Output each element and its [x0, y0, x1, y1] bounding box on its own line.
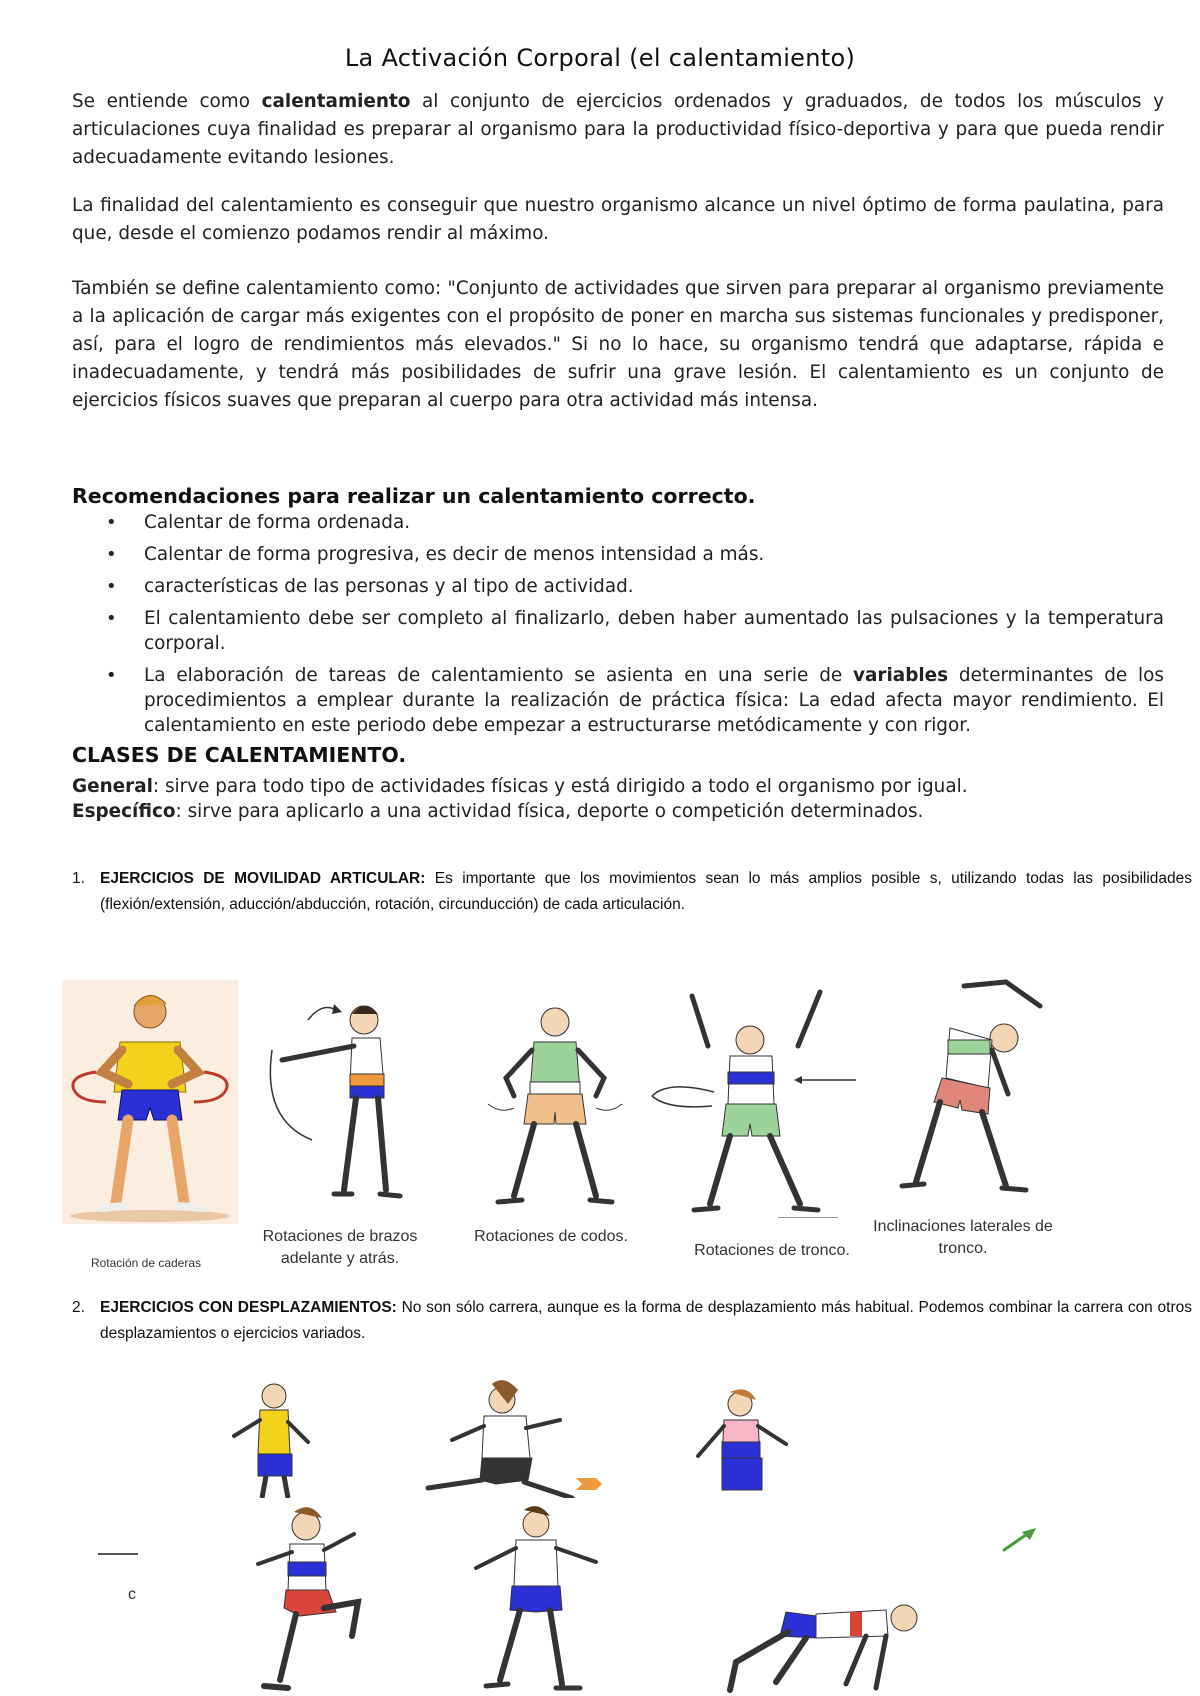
running-figure-2 [412, 1380, 602, 1498]
section-1-body: Es importante que los movimientos sean lo más amplios posible s, utilizando todas las posibilidades (flexión/extensión, aducción/abducción, rotación, circunducción) de cada articulación. [100, 870, 1193, 913]
caption-lateral-inclination: Inclinaciones laterales de tronco. [873, 1218, 1053, 1257]
especifico-text: : sirve para aplicarlo a una actividad física, deporte o competición determinados. [175, 801, 924, 822]
running-figure-1 [216, 1378, 316, 1498]
item5-bold: variables [853, 665, 949, 686]
intro-p1-bold: calentamiento [261, 91, 411, 112]
intro-paragraph-3: También se define calentamiento como: "Conjunto de actividades que sirven para preparar al organismo previamente a la aplicación de cargar más exigentes con el propósito de poner en marcha sus sistemas funcionales y predisponer, así, para el logro de rendimientos más elevados." Si no lo hace, su organismo tendrá que adaptarse, rápida e inadecuadamente, y tendrá más posibilidades de sufrir una grave lesión. El calentamiento es un conjunto de ejercicios físicos suaves que preparan al cuerpo para otra actividad más intensa. [72, 278, 1164, 411]
section-1-number: 1. [72, 870, 85, 887]
item5-post: determinantes de los procedimientos a emplear durante la realización de práctica física: La edad afecta mayor rendimiento. El calentamiento en este periodo debe empezar a estructurarse metódicamente y con rigor. [144, 665, 1164, 736]
general-text: : sirve para todo tipo de actividades físicas y está dirigido a todo el organismo por igual. [152, 776, 968, 797]
section-2-number: 2. [72, 1299, 85, 1316]
list-item: • Calentar de forma ordenada. [72, 510, 1164, 535]
arrow-icon [1000, 1524, 1040, 1554]
caption-arm-rotation: Rotaciones de brazos adelante y atrás. [262, 1228, 418, 1267]
clases-heading: CLASES DE CALENTAMIENTO. [72, 743, 407, 767]
recommendations-list [72, 510, 1164, 745]
section-2-body: No son sólo carrera, aunque es la forma de desplazamiento más habitual. Podemos combinar la carrera con otros desplazamientos o ejercicios variados. [100, 1299, 1192, 1342]
stray-mark: c [128, 1586, 136, 1603]
trunk-rotation-illustration [648, 976, 868, 1218]
knee-lift-figure [240, 1504, 370, 1694]
section-1-text [72, 866, 1192, 918]
list-item [72, 663, 1164, 738]
section-1-label: EJERCICIOS DE MOVILIDAD ARTICULAR: [100, 870, 426, 887]
list-item: • características de las personas y al tipo de actividad. [72, 574, 1164, 599]
running-figure-3 [686, 1386, 806, 1498]
especifico-label: Específico [72, 801, 176, 822]
clase-especifico [72, 799, 923, 824]
list-item: • El calentamiento debe ser completo al finalizarlo, deben haber aumentado las pulsaciones y la temperatura corporal. [72, 606, 1164, 656]
recommendations-heading: Recomendaciones para realizar un calentamiento correcto. [72, 484, 756, 508]
caption-hip-rotation: Rotación de caderas [90, 1256, 202, 1270]
intro-p1-pre: Se entiende como [72, 91, 262, 112]
hip-rotation-illustration [62, 980, 238, 1224]
section-2-text [72, 1295, 1192, 1347]
skipping-figure [450, 1504, 620, 1694]
arm-rotation-illustration [252, 990, 422, 1212]
caption-trunk-rotation: Rotaciones de tronco. [694, 1242, 850, 1259]
elbow-rotation-illustration [470, 1000, 640, 1214]
stray-dash [98, 1553, 138, 1555]
clase-general [72, 774, 968, 799]
section-2-label: EJERCICIOS CON DESPLAZAMIENTOS: [100, 1299, 397, 1316]
caption-elbow-rotation: Rotaciones de codos. [474, 1228, 628, 1245]
page-title: La Activación Corporal (el calentamiento) [344, 44, 856, 72]
intro-paragraph-1 [72, 88, 1164, 172]
lateral-inclination-illustration [880, 976, 1060, 1204]
intro-p1-post: al conjunto de ejercicios ordenados y graduados, de todos los músculos y articulaciones cuya finalidad es preparar al organismo para la productividad físico-deportiva y para que pueda rendir adecuadamente evitando lesiones. [72, 91, 1164, 168]
crawl-figure [716, 1592, 946, 1696]
item5-pre: La elaboración de tareas de calentamiento se asienta en una serie de [144, 665, 854, 686]
list-item: • Calentar de forma progresiva, es decir de menos intensidad a más. [72, 542, 1164, 567]
general-label: General [72, 776, 153, 797]
intro-paragraph-2: La finalidad del calentamiento es conseguir que nuestro organismo alcance un nivel óptimo de forma paulatina, para que, desde el comienzo podamos rendir al máximo. [72, 195, 1164, 244]
